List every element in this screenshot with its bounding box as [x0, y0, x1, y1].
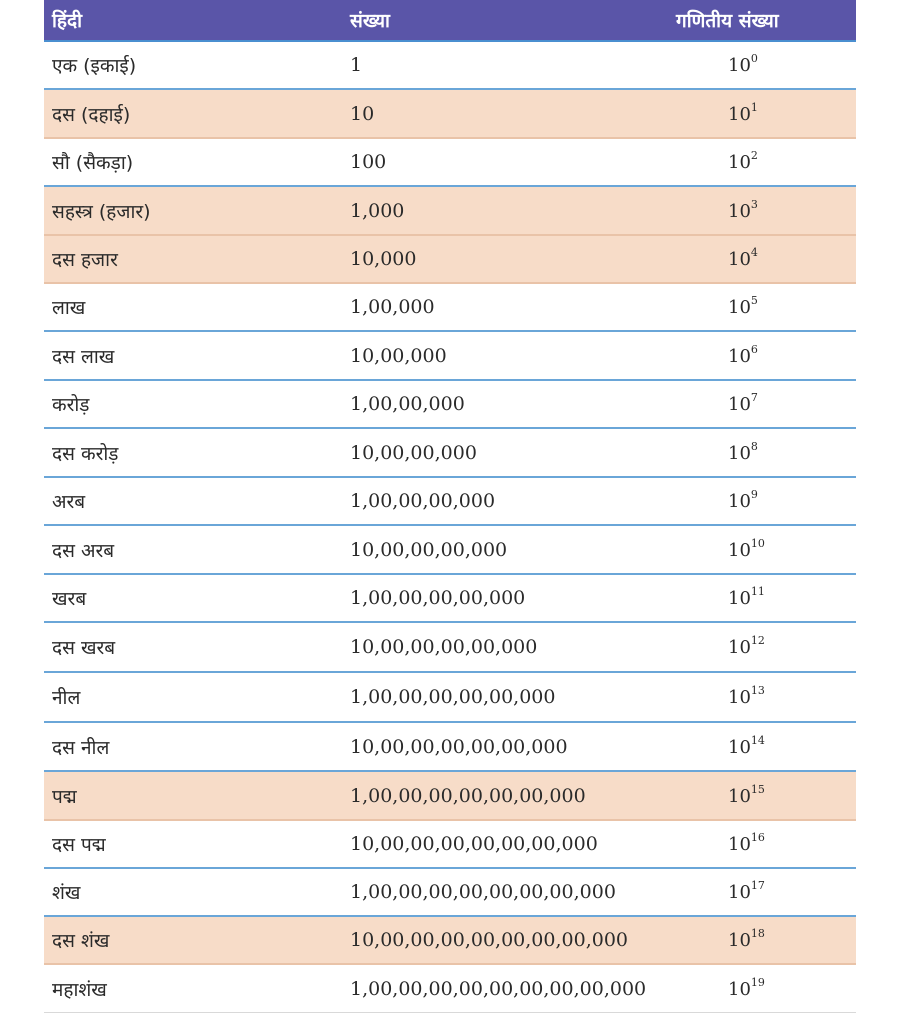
power-exponent: 14	[750, 733, 765, 747]
power-exponent: 0	[750, 52, 758, 65]
power-base: 10	[728, 785, 751, 807]
header-hindi: हिंदी	[52, 10, 83, 32]
cell-number: 10,000	[350, 248, 417, 270]
cell-power-of-ten	[728, 636, 856, 658]
cell-power-of-ten	[728, 929, 856, 951]
cell-number: 10,00,00,00,000	[350, 538, 508, 561]
power-exponent: 13	[750, 684, 765, 697]
power-base: 10	[728, 882, 751, 903]
table-row	[44, 917, 856, 965]
table-row	[44, 381, 856, 429]
cell-number: 1,00,00,00,00,00,000	[350, 686, 556, 708]
table-row	[44, 575, 856, 623]
cell-power-of-ten	[728, 100, 856, 125]
cell-number: 1,00,00,00,000	[350, 490, 496, 512]
cell-hindi-name: दस लाख	[52, 345, 115, 368]
cell-power-of-ten	[728, 296, 856, 318]
table-row	[44, 965, 856, 1013]
cell-number: 1,000	[350, 199, 405, 222]
cell-hindi-name: दस शंख	[52, 930, 110, 952]
cell-number: 1,00,000	[350, 296, 435, 318]
number-names-table	[44, 0, 856, 1013]
table-row	[44, 139, 856, 187]
table-row	[44, 284, 856, 332]
cell-power-of-ten	[728, 490, 856, 512]
power-base: 10	[728, 200, 751, 222]
table-row	[44, 429, 856, 478]
power-base: 10	[728, 345, 751, 367]
cell-power-of-ten	[728, 248, 856, 270]
cell-hindi-name: दस करोड़	[52, 442, 119, 465]
table-header	[44, 0, 856, 42]
table-row	[44, 42, 856, 90]
power-base: 10	[728, 103, 751, 125]
power-base: 10	[728, 249, 751, 270]
power-base: 10	[728, 297, 751, 318]
power-exponent: 12	[750, 634, 765, 647]
table-row	[44, 332, 856, 381]
cell-number: 1,00,00,000	[350, 393, 465, 415]
cell-hindi-name: सहस्त्र (हजार)	[52, 200, 151, 223]
cell-number: 1	[350, 54, 363, 76]
cell-number: 1,00,00,00,00,00,00,00,000	[350, 881, 616, 903]
power-exponent: 17	[750, 879, 765, 892]
cell-power-of-ten	[728, 782, 856, 807]
cell-hindi-name: दस खरब	[52, 637, 116, 659]
cell-power-of-ten	[728, 833, 856, 855]
cell-hindi-name: दस हजार	[52, 249, 118, 271]
table-row	[44, 236, 856, 284]
cell-number: 10,00,000	[350, 344, 447, 367]
cell-number: 1,00,00,00,00,00,00,00,00,000	[350, 977, 647, 1000]
table-row	[44, 821, 856, 869]
cell-number: 10	[350, 102, 375, 125]
cell-hindi-name: शंख	[52, 882, 81, 904]
power-exponent: 6	[750, 342, 758, 356]
power-base: 10	[728, 539, 751, 561]
power-exponent: 3	[750, 197, 758, 211]
power-exponent: 2	[750, 149, 758, 162]
cell-power-of-ten	[728, 975, 856, 1000]
cell-power-of-ten	[728, 54, 856, 76]
cell-hindi-name: दस नील	[52, 736, 110, 759]
table-row	[44, 673, 856, 723]
cell-number: 10,00,00,00,00,00,00,000	[350, 833, 598, 855]
header-math-number: गणितीय संख्या	[676, 10, 779, 32]
cell-hindi-name: पद्म	[52, 785, 77, 808]
cell-hindi-name: दस अरब	[52, 539, 115, 562]
power-base: 10	[728, 55, 751, 76]
table-row	[44, 90, 856, 139]
cell-hindi-name: एक (इकाई)	[52, 55, 137, 77]
cell-power-of-ten	[728, 439, 856, 464]
cell-power-of-ten	[728, 536, 856, 561]
cell-power-of-ten	[728, 393, 856, 415]
table-row	[44, 869, 856, 917]
power-base: 10	[728, 152, 751, 173]
cell-power-of-ten	[728, 587, 856, 609]
power-base: 10	[728, 491, 751, 512]
cell-hindi-name: सौ (सैकड़ा)	[52, 152, 134, 174]
power-exponent: 10	[750, 536, 765, 550]
cell-hindi-name: करोड़	[52, 394, 90, 416]
cell-hindi-name: दस (दहाई)	[52, 103, 131, 126]
cell-power-of-ten	[728, 686, 856, 708]
cell-power-of-ten	[728, 342, 856, 367]
power-base: 10	[728, 637, 751, 658]
power-exponent: 4	[750, 246, 758, 259]
power-base: 10	[728, 394, 751, 415]
cell-number: 10,00,00,00,00,00,00,00,000	[350, 929, 628, 951]
power-base: 10	[728, 442, 751, 464]
power-exponent: 1	[750, 100, 758, 114]
power-exponent: 11	[750, 585, 765, 598]
cell-number: 10,00,00,00,00,00,000	[350, 735, 568, 758]
cell-power-of-ten	[728, 197, 856, 222]
cell-hindi-name: महाशंख	[52, 978, 107, 1001]
power-base: 10	[728, 978, 751, 1000]
power-base: 10	[728, 687, 751, 708]
power-base: 10	[728, 736, 751, 758]
cell-power-of-ten	[728, 881, 856, 903]
header-number: संख्या	[350, 10, 390, 32]
table-body	[44, 42, 856, 1013]
cell-number: 10,00,00,000	[350, 441, 477, 464]
table-row	[44, 187, 856, 236]
table-row	[44, 772, 856, 821]
power-exponent: 19	[750, 975, 765, 989]
power-exponent: 18	[750, 927, 765, 940]
table-row	[44, 526, 856, 575]
power-exponent: 5	[750, 294, 758, 307]
cell-power-of-ten	[728, 733, 856, 758]
power-exponent: 9	[750, 488, 758, 501]
table-row	[44, 623, 856, 673]
cell-hindi-name: लाख	[52, 297, 86, 319]
power-exponent: 7	[750, 391, 758, 404]
table-row	[44, 723, 856, 772]
cell-hindi-name: खरब	[52, 588, 87, 610]
power-base: 10	[728, 930, 751, 951]
cell-power-of-ten	[728, 151, 856, 173]
power-exponent: 15	[750, 782, 765, 796]
cell-hindi-name: नील	[52, 687, 81, 709]
cell-number: 1,00,00,00,00,00,00,000	[350, 784, 586, 807]
cell-number: 100	[350, 151, 387, 173]
power-base: 10	[728, 588, 751, 609]
cell-hindi-name: दस पद्म	[52, 834, 106, 856]
cell-hindi-name: अरब	[52, 491, 86, 513]
power-exponent: 16	[750, 831, 765, 844]
table-row	[44, 478, 856, 526]
cell-number: 1,00,00,00,00,000	[350, 587, 526, 609]
cell-number: 10,00,00,00,00,000	[350, 636, 538, 658]
power-base: 10	[728, 834, 751, 855]
power-exponent: 8	[750, 439, 758, 453]
